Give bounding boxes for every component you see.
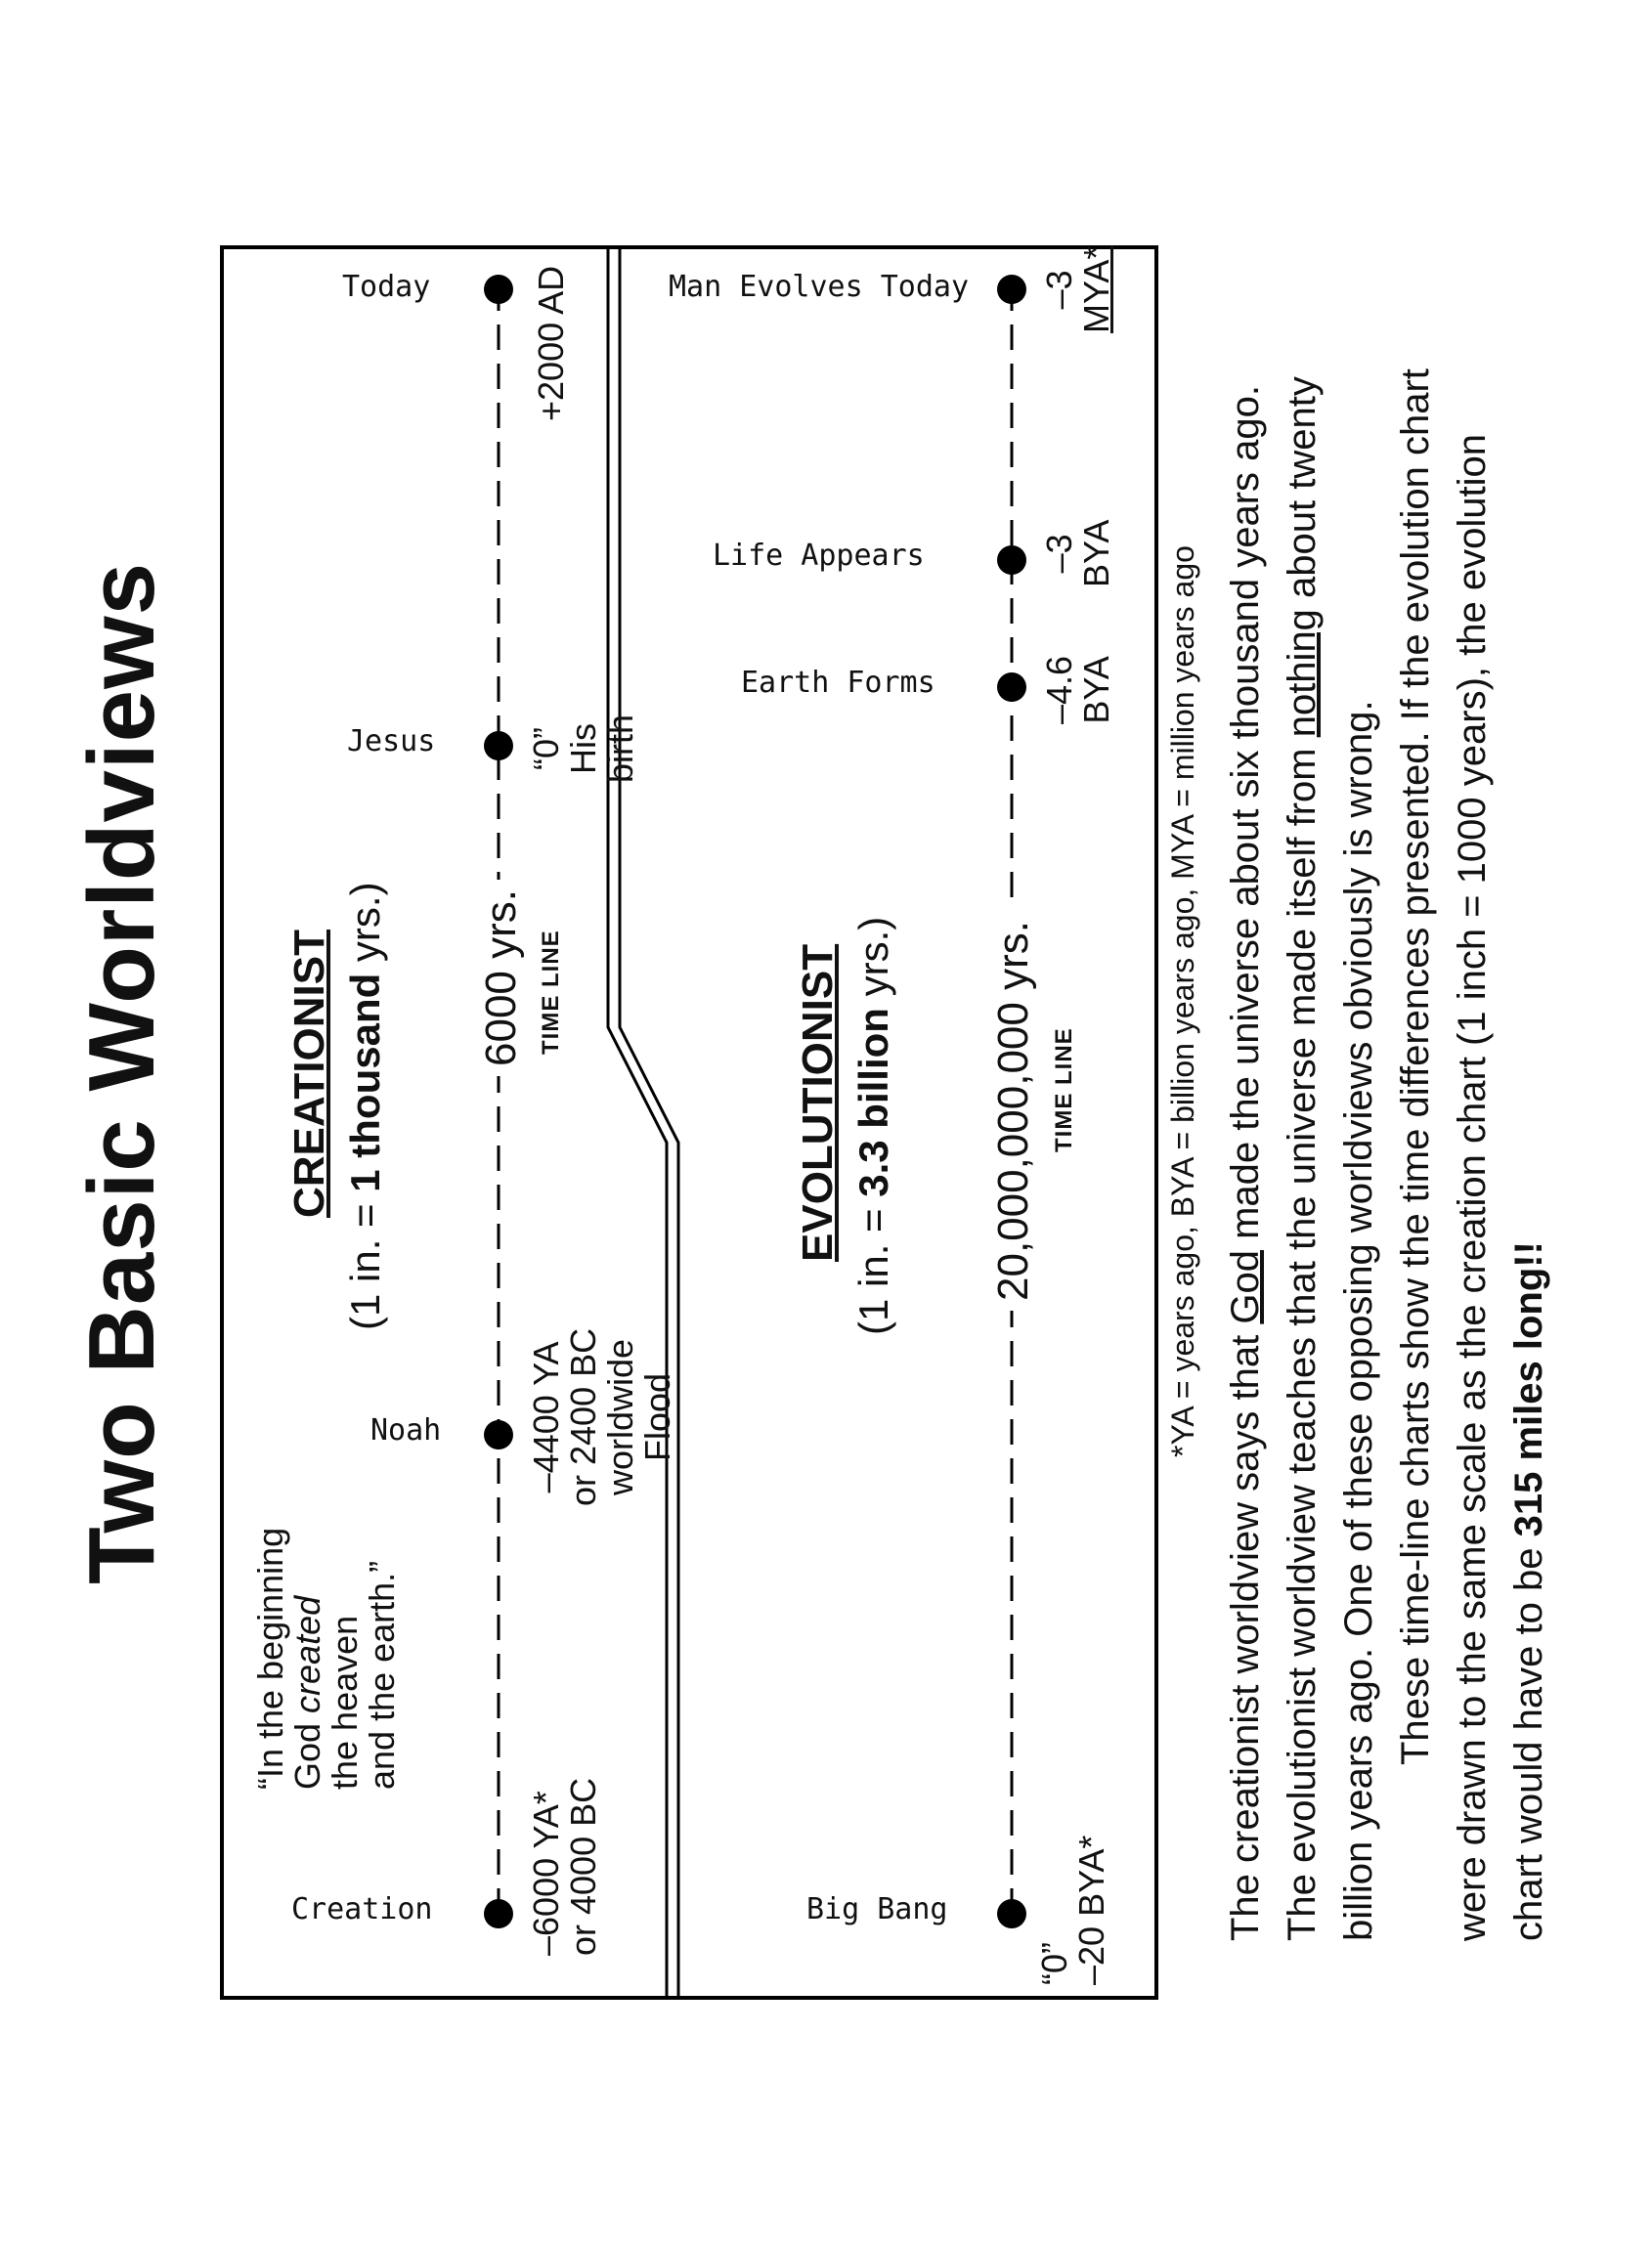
today-vertical-label — [293, 271, 479, 304]
earth-forms-date-label: –4.6 BYA — [1039, 655, 1116, 724]
evolutionist-scale: (1 in. = 3.3 billion yrs.) — [850, 916, 896, 1335]
explanation-text — [1217, 358, 1557, 1941]
jesus-dot — [484, 731, 513, 760]
big-bang-vertical-label — [762, 1893, 992, 1926]
vertical-text: Today — [341, 270, 431, 304]
vertical-text: Big Bang — [806, 1892, 948, 1926]
today-date-label: +2000 AD — [531, 265, 571, 421]
jesus-date-label: “0” His birth — [526, 714, 640, 783]
creation-dot — [484, 1899, 513, 1928]
creationist-timeline-label: TIME LINE — [538, 930, 564, 1055]
earth-forms-vertical-label — [684, 667, 992, 700]
noah-date-label: –4400 YA or 2400 BC worldwide Flood — [526, 1327, 677, 1506]
noah-vertical-label — [332, 1414, 479, 1448]
life-appears-vertical-label — [645, 540, 992, 573]
creationist-scale: (1 in. = 1 thousand yrs.) — [342, 882, 388, 1330]
genesis-quote: “In the beginning God created the heaven and the earth.” — [250, 1527, 402, 1790]
big-bang-date-label: “0” –20 BYA* — [1034, 1835, 1111, 1985]
big-bang-dot — [997, 1899, 1026, 1928]
vertical-text: Noah — [370, 1413, 442, 1448]
abbreviation-footnote: *YA = years ago, BYA = billion years ago, MYA = million years ago — [1165, 545, 1200, 1457]
paragraph-1: The creationist worldview says that God made the universe about six thousand years ago. The evolutionist worldview teaches that the universe made itself from nothing about twenty billion years ago. One of these opposing worldviews obviously is wrong. — [1224, 376, 1380, 1941]
man-evolves-dot — [997, 275, 1026, 304]
earth-forms-dot — [997, 672, 1026, 702]
today-dot — [484, 275, 513, 304]
creationist-duration: 6000 yrs. — [477, 880, 526, 1076]
vertical-text: Man Evolves Today — [668, 270, 970, 304]
vertical-text: Earth Forms — [741, 666, 935, 700]
vertical-text: Life Appears — [713, 539, 925, 573]
man-evolves-date-label: –3 MYA* — [1039, 245, 1116, 333]
man-evolves-vertical-label — [645, 271, 992, 304]
life-appears-date-label: –3 BYA — [1039, 519, 1116, 587]
vertical-text: Creation — [290, 1892, 433, 1926]
life-appears-dot — [997, 545, 1026, 575]
vertical-text: Jesus — [346, 724, 436, 758]
creation-vertical-label — [249, 1893, 474, 1926]
page-title: Two Basic Worldviews — [69, 561, 174, 1584]
evolutionist-duration: 20,000,000,000 yrs. — [989, 911, 1038, 1311]
jesus-vertical-label — [303, 725, 479, 758]
quote-italic-word: created — [287, 1595, 327, 1713]
noah-dot — [484, 1420, 513, 1449]
evolutionist-timeline-label: TIME LINE — [1051, 1027, 1077, 1152]
creation-date-label: –6000 YA* or 4000 BC — [526, 1777, 603, 1956]
evolutionist-heading: EVOLUTIONIST — [794, 943, 842, 1262]
creationist-heading: CREATIONIST — [285, 930, 333, 1218]
paragraph-2: These time-line charts show the time differences presented. If the evolution chart were drawn to the same scale as the creation chart (1 inch = 1000 years), the evolution chart would have to be 315 miles long!! — [1394, 368, 1550, 1941]
